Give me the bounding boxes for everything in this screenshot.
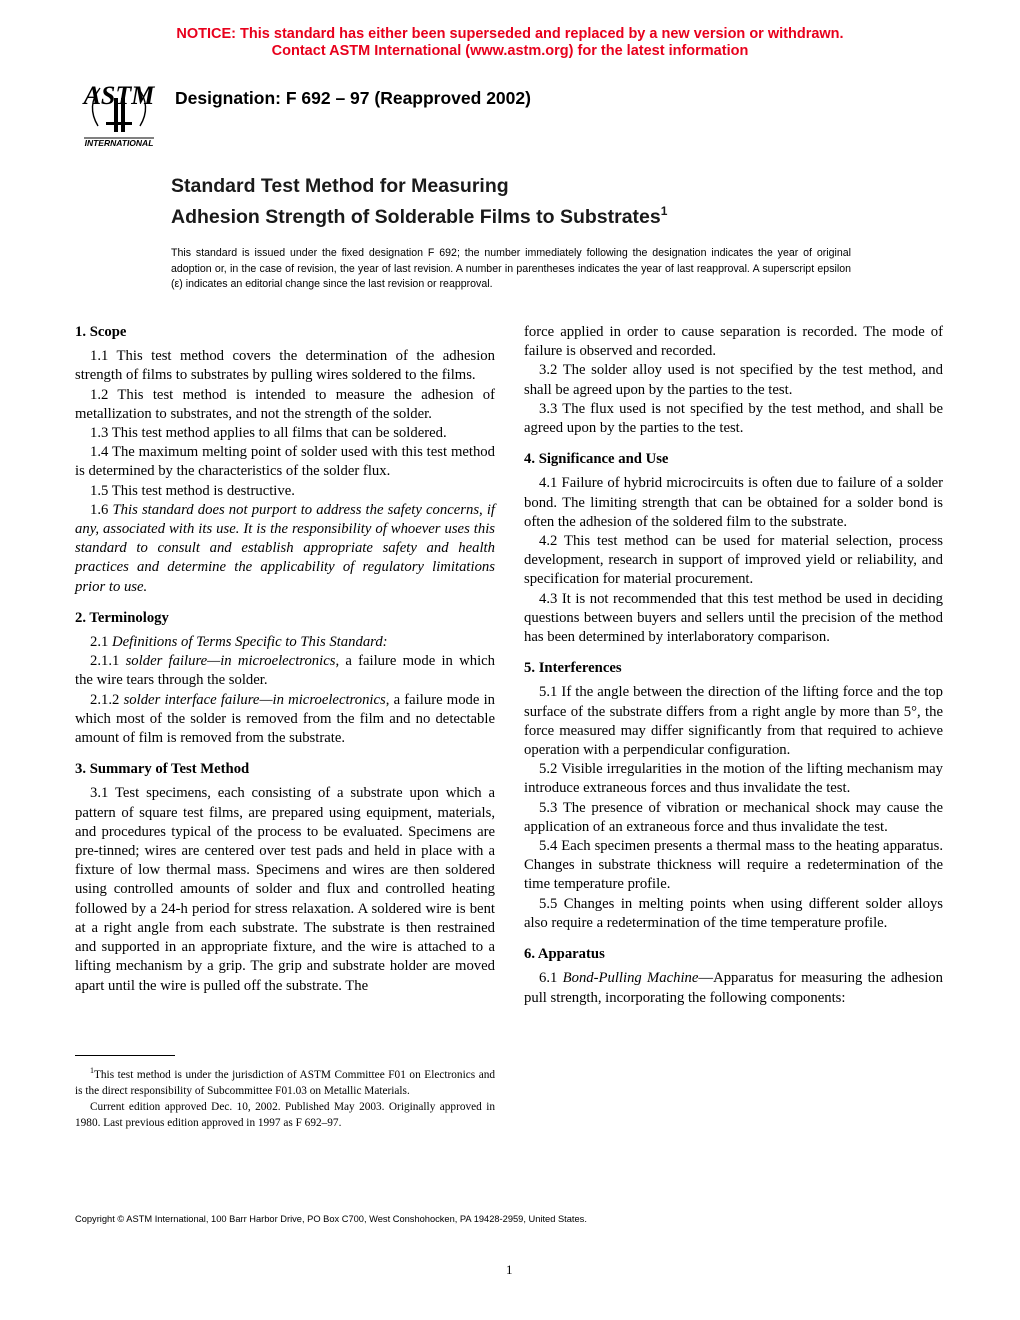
paragraph-3-1: 3.1 Test specimens, each consisting of a substrate upon which a pattern of square test films, are prepared using equipment, materials, and procedures typical of the process to be evaluated. Specimens are pre-tinned; wires are centered over test pads and held in place with a fixture of low thermal mass. Specimens and wires are then soldered using controlled amounts of solder and flux and controlled heating followed by a 24-h period for stress relaxation. A soldered wire is bent at a right angle from each substrate. The substrate is then restrained and supported in an appropriate fixture, and the wire is attached to a lifting mechanism by a grip. The grip and substrate holder are moved apart until the wire is pulled off the substrate. The: [75, 785, 495, 994]
logo-text: ASTM: [83, 81, 155, 110]
page-number: 1: [506, 1262, 513, 1277]
paragraph-1-5: 1.5 This test method is destructive.: [90, 482, 295, 499]
title-line-1: Standard Test Method for Measuring: [171, 175, 509, 197]
section-heading-scope: 1. Scope: [75, 324, 127, 340]
left-column: [75, 323, 495, 996]
paragraph-3-1-continued: force applied in order to cause separation is recorded. The mode of failure is observed and recorded.: [524, 324, 943, 360]
footnote-1: $^1$This test method is under the jurisdiction of ASTM Committee F01 on Electronics and is the direct responsibility of Subcommittee F01.03 on Metallic Materials.: [75, 1066, 495, 1097]
paragraph-5-5: 5.5 Changes in melting points when using different solder alloys also require a redetermination of the time temperature profile.: [524, 895, 943, 931]
paragraph-5-2: 5.2 Visible irregularities in the motion of the lifting mechanism may introduce extraneous forces and thus invalidate the test.: [524, 761, 943, 797]
title-line-2: Adhesion Strength of Solderable Films to Substrates$^1$: [171, 204, 668, 228]
paragraph-2-1-1: 2.1.1 solder failure—in microelectronics, a failure mode in which the wire tears through the solder.: [75, 653, 496, 689]
paragraph-5-1: 5.1 If the angle between the direction of the lifting force and the top surface of the substrate differs from a right angle by more than 5°, the force measured may differ significantly from that required to achieve operation with a perpendicular configuration.: [524, 684, 943, 759]
paragraph-1-6: 1.6 This standard does not purport to address the safety concerns, if any, associated with its use. It is the responsibility of whoever uses this standard to consult and establish appropriate safety and health practices and determine the applicability of regulatory limitations prior to use.: [75, 501, 495, 595]
copyright: Copyright © ASTM International, 100 Barr Harbor Drive, PO Box C700, West Conshohocken, PA 19428-2959, United States.: [75, 1214, 587, 1224]
paragraph-4-1: 4.1 Failure of hybrid microcircuits is often due to failure of a solder bond. The limiting strength that can be obtained for a solder bond is often the adhesion of the soldered film to the substrate.: [524, 475, 943, 530]
document-title: [171, 174, 667, 230]
paragraph-2-1: 2.1 Definitions of Terms Specific to This Standard:: [90, 634, 388, 651]
paragraph-1-2: 1.2 This test method is intended to measure the adhesion of metallization to substrates, and not the strength of the solder.: [75, 386, 495, 422]
logo-subtext: INTERNATIONAL: [84, 138, 154, 148]
paragraph-6-1: 6.1 Bond-Pulling Machine—Apparatus for measuring the adhesion pull strength, incorporating the following components:: [524, 970, 943, 1006]
section-heading-interferences: 5. Interferences: [524, 660, 622, 677]
footnotes: [75, 1063, 495, 1131]
paragraph-3-3: 3.3 The flux used is not specified by the test method, and shall be agreed upon by the parties to the test.: [524, 400, 943, 437]
right-column: [524, 323, 943, 1008]
footnote-2: Current edition approved Dec. 10, 2002. Published May 2003. Originally approved in 1980. Last previous edition approved in 1997 as F 692–97.: [75, 1100, 495, 1129]
paragraph-1-3: 1.3 This test method applies to all films that can be soldered.: [90, 425, 447, 442]
title-footnote-mark: 1: [660, 204, 668, 218]
paragraph-1-1: 1.1 This test method covers the determination of the adhesion strength of films to substrates by pulling wires soldered to the films.: [75, 348, 495, 384]
astm-logo: [76, 76, 162, 152]
section-heading-significance: 4. Significance and Use: [524, 451, 669, 468]
paragraph-2-1-2: 2.1.2 solder interface failure—in microelectronics, a failure mode in which most of the solder is removed from the film and no detectable amount of film is removed from the substrate.: [75, 691, 496, 747]
paragraph-5-3: 5.3 The presence of vibration or mechanical shock may cause the application of an extraneous force and thus invalidate the test.: [524, 799, 943, 835]
footnote-divider: [75, 1055, 175, 1056]
paragraph-3-2: 3.2 The solder alloy used is not specified by the test method, and shall be agreed upon by the parties to the test.: [524, 362, 943, 398]
paragraph-5-4: 5.4 Each specimen presents a thermal mass to the heating apparatus. Changes in substrate thickness will require a redetermination of the time temperature profile.: [524, 838, 943, 893]
section-heading-terminology: 2. Terminology: [75, 609, 169, 626]
issuance-note: This standard is issued under the fixed designation F 692; the number immediately following the designation indicates the year of original adoption or, in the case of revision, the year of last revision. A number in parentheses indicates the year of last reapproval. A superscript epsilon (ε) indicates an editorial change since the last revision or reapproval.: [171, 247, 851, 290]
section-heading-apparatus: 6. Apparatus: [524, 946, 605, 963]
notice-line-2: Contact ASTM International (www.astm.org) for the latest information: [271, 43, 749, 59]
designation: Designation: F 692 – 97 (Reapproved 2002): [175, 88, 531, 108]
paragraph-4-2: 4.2 This test method can be used for material selection, process development, research in support of improved yield or reliability, and specification for material procurement.: [524, 533, 943, 588]
section-heading-summary: 3. Summary of Test Method: [75, 761, 250, 778]
paragraph-4-3: 4.3 It is not recommended that this test method be used in deciding questions between buyers and sellers until the precision of the method has been determined by interlaboratory comparison.: [524, 590, 943, 646]
notice-line-1: NOTICE: This standard has either been superseded and replaced by a new version or withdrawn.: [176, 26, 844, 42]
paragraph-1-4: 1.4 The maximum melting point of solder used with this test method is determined by the characteristics of the solder flux.: [75, 444, 495, 480]
